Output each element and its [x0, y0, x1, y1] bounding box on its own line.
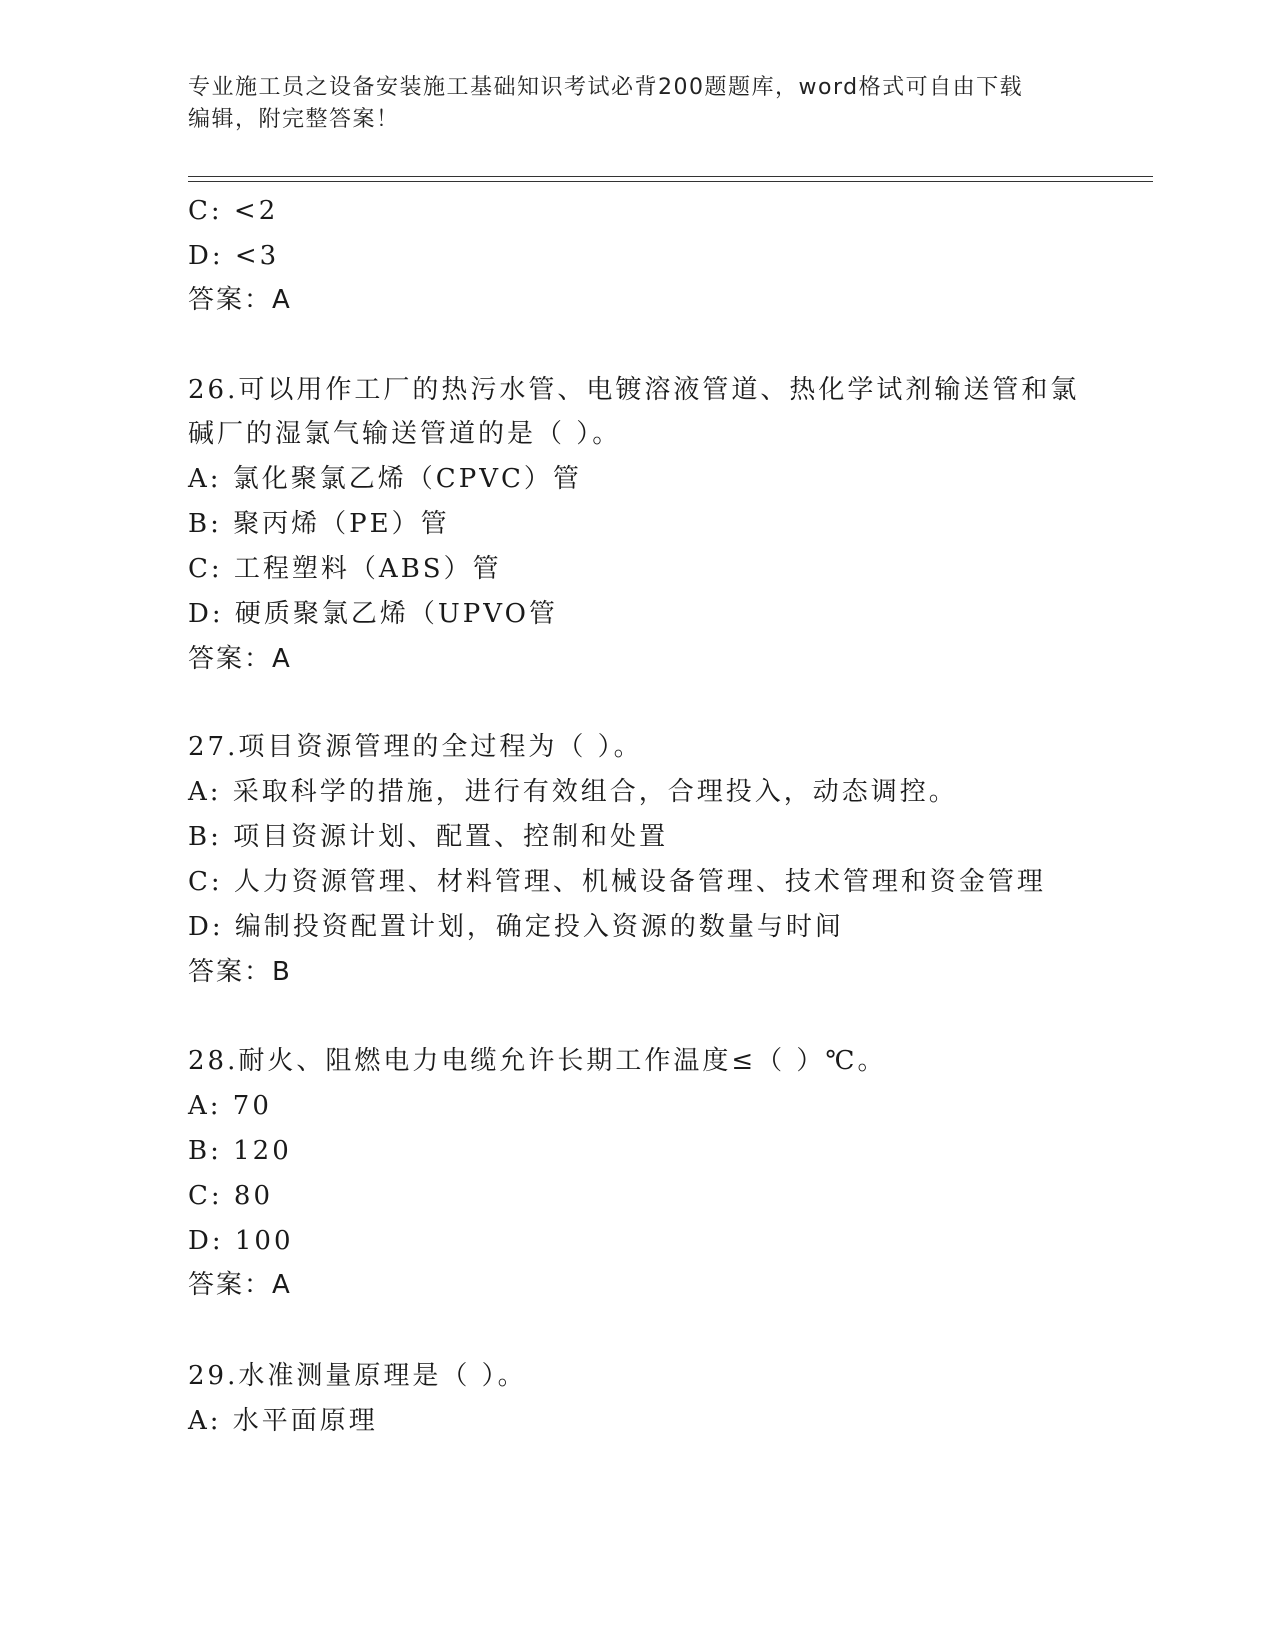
q27-answer: 答案：B: [188, 957, 292, 987]
q27-option-b: B: 项目资源计划、配置、控制和处置: [188, 822, 669, 852]
q26-option-b: B: 聚丙烯（PE）管: [188, 509, 450, 539]
q27-option-c: C: 人力资源管理、材料管理、机械设备管理、技术管理和资金管理: [188, 867, 1046, 897]
q26-answer: 答案：A: [188, 644, 292, 674]
q26-option-a: A: 氯化聚氯乙烯（CPVC）管: [188, 464, 582, 494]
q25-option-c: C: <2: [188, 196, 279, 226]
q26-option-c: C: 工程塑料（ABS）管: [188, 554, 502, 584]
document-header: [188, 72, 1068, 136]
q27-option-a: A: 采取科学的措施，进行有效组合，合理投入，动态调控。: [188, 777, 958, 807]
q28-option-c: C: 80: [188, 1181, 274, 1211]
q29-option-a: A: 水平面原理: [188, 1406, 378, 1436]
q28-option-b: B: 120: [188, 1136, 292, 1166]
q25-answer: 答案：A: [188, 285, 292, 315]
header-divider-top: [188, 176, 1153, 177]
q28-option-a: A: 70: [188, 1091, 272, 1121]
header-line-1: 专业施工员之设备安装施工基础知识考试必背200题题库，word格式可自由下载: [188, 75, 1024, 100]
q26-stem-line-1: 26.可以用作工厂的热污水管、电镀溶液管道、热化学试剂输送管和氯: [188, 375, 1080, 405]
q29-stem-line-1: 29.水准测量原理是（ ）。: [188, 1361, 527, 1391]
q26-option-d: D: 硬质聚氯乙烯（UPVO管: [188, 599, 558, 629]
q28-option-d: D: 100: [188, 1226, 294, 1256]
q26-stem-line-2: 碱厂的湿氯气输送管道的是（ ）。: [188, 419, 622, 449]
header-line-2: 编辑，附完整答案！: [188, 107, 400, 132]
header-divider-bottom: [188, 181, 1153, 182]
q27-option-d: D: 编制投资配置计划，确定投入资源的数量与时间: [188, 912, 844, 942]
q27-stem-line-1: 27.项目资源管理的全过程为（ ）。: [188, 732, 643, 762]
q28-stem-line-1: 28.耐火、阻燃电力电缆允许长期工作温度≤（ ）℃。: [188, 1046, 887, 1076]
q25-option-d: D: <3: [188, 241, 280, 271]
q28-answer: 答案：A: [188, 1270, 292, 1300]
